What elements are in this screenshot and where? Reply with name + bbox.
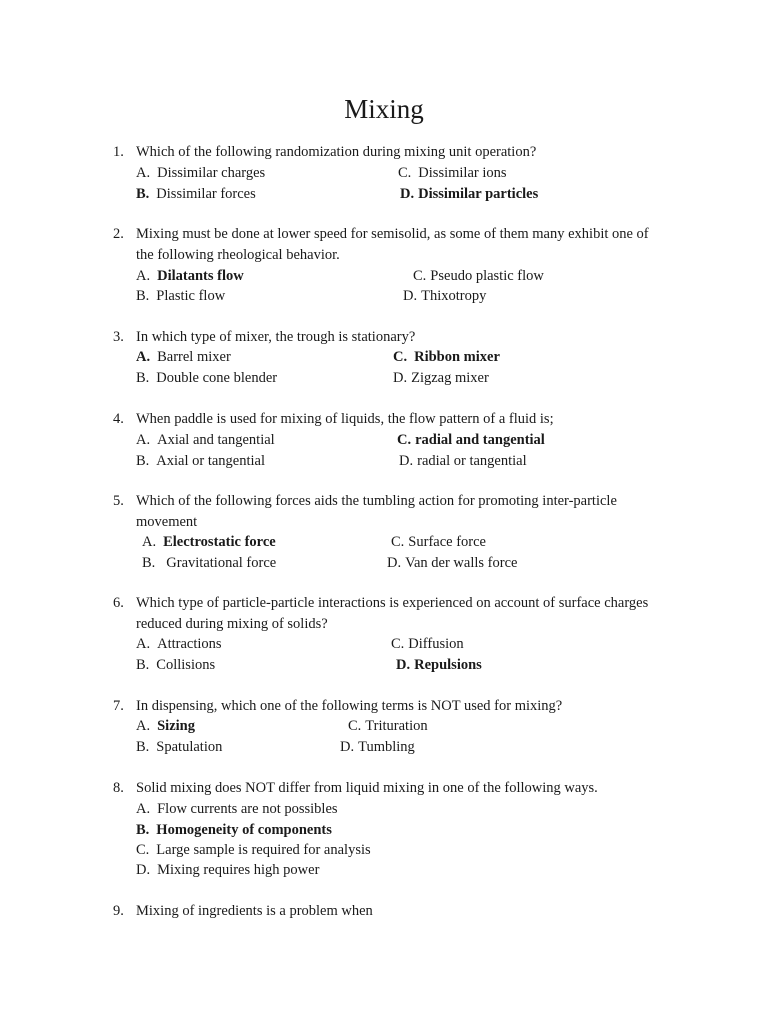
option-c: C. Trituration (348, 718, 428, 734)
option-a: A. Dissimilar charges (136, 165, 266, 181)
option-a: A. Electrostatic force (142, 534, 276, 550)
question-1 (0, 142, 768, 202)
question-number: 3. (113, 329, 124, 345)
question-text-continued: the following rheological behavior. (136, 246, 340, 263)
page-title: Mixing (344, 94, 424, 124)
question-7 (0, 696, 768, 755)
question-number: 2. (113, 226, 124, 242)
option-a: A. Axial and tangential (136, 432, 275, 448)
option-c: C. Ribbon mixer (393, 349, 500, 365)
option-c: C. Surface force (391, 534, 486, 550)
question-number: 7. (113, 698, 124, 714)
question-text-continued: reduced during mixing of solids? (136, 615, 328, 632)
question-number: 9. (113, 903, 124, 919)
question-number: 4. (113, 411, 124, 427)
question-text-continued: movement (136, 513, 198, 530)
question-text: Which of the following randomization during mixing unit operation? (136, 144, 537, 160)
question-number: 5. (113, 493, 124, 509)
option-a: A. Sizing (136, 718, 195, 734)
question-text: Mixing must be done at lower speed for semisolid, as some of them many exhibit one of (136, 226, 649, 242)
option-a: A. Dilatants flow (136, 268, 244, 284)
question-text: Solid mixing does NOT differ from liquid mixing in one of the following ways. (136, 780, 598, 796)
option-d: D. Repulsions (396, 657, 482, 673)
question-text: When paddle is used for mixing of liquids, the flow pattern of a fluid is; (136, 411, 554, 427)
option-c: C. Large sample is required for analysis (136, 842, 371, 858)
option-d: D. Tumbling (340, 739, 415, 755)
option-c: C. Dissimilar ions (398, 165, 507, 181)
option-d: D. Van der walls force (387, 555, 518, 571)
option-d: D. Dissimilar particles (400, 186, 539, 202)
question-text: Which type of particle-particle interactions is experienced on account of surface charges (136, 595, 649, 611)
option-d: D. Zigzag mixer (393, 370, 489, 386)
option-a: A. Flow currents are not possibles (136, 801, 338, 817)
question-text: In which type of mixer, the trough is stationary? (136, 329, 416, 345)
option-b: B. Dissimilar forces (136, 186, 256, 202)
option-a: A. Barrel mixer (136, 349, 231, 365)
question-5 (0, 491, 768, 571)
question-number: 6. (113, 595, 124, 611)
option-b: B. Collisions (136, 657, 216, 673)
question-6 (0, 593, 768, 673)
option-c: C. Diffusion (391, 636, 464, 652)
option-b: B. Gravitational force (142, 555, 277, 571)
option-b: B. Axial or tangential (136, 453, 266, 469)
question-2 (0, 224, 768, 304)
option-b: B. Plastic flow (136, 288, 226, 304)
question-text: Mixing of ingredients is a problem when (136, 903, 373, 919)
option-d: D. Mixing requires high power (136, 862, 320, 878)
option-d: D. radial or tangential (399, 453, 527, 469)
option-c: C. Pseudo plastic flow (413, 268, 544, 284)
option-b: B. Spatulation (136, 739, 223, 755)
question-3 (0, 327, 768, 386)
option-c: C. radial and tangential (397, 432, 545, 448)
question-number: 8. (113, 780, 124, 796)
question-9 (0, 901, 768, 922)
option-d: D. Thixotropy (403, 288, 487, 304)
question-4 (0, 409, 768, 469)
question-text: Which of the following forces aids the tumbling action for promoting inter-particle (136, 493, 617, 509)
question-text: In dispensing, which one of the following terms is NOT used for mixing? (136, 698, 563, 714)
question-number: 1. (113, 144, 124, 160)
option-b: B. Double cone blender (136, 370, 278, 386)
question-8 (0, 778, 768, 878)
option-b: B. Homogeneity of components (136, 822, 332, 838)
option-a: A. Attractions (136, 636, 222, 652)
